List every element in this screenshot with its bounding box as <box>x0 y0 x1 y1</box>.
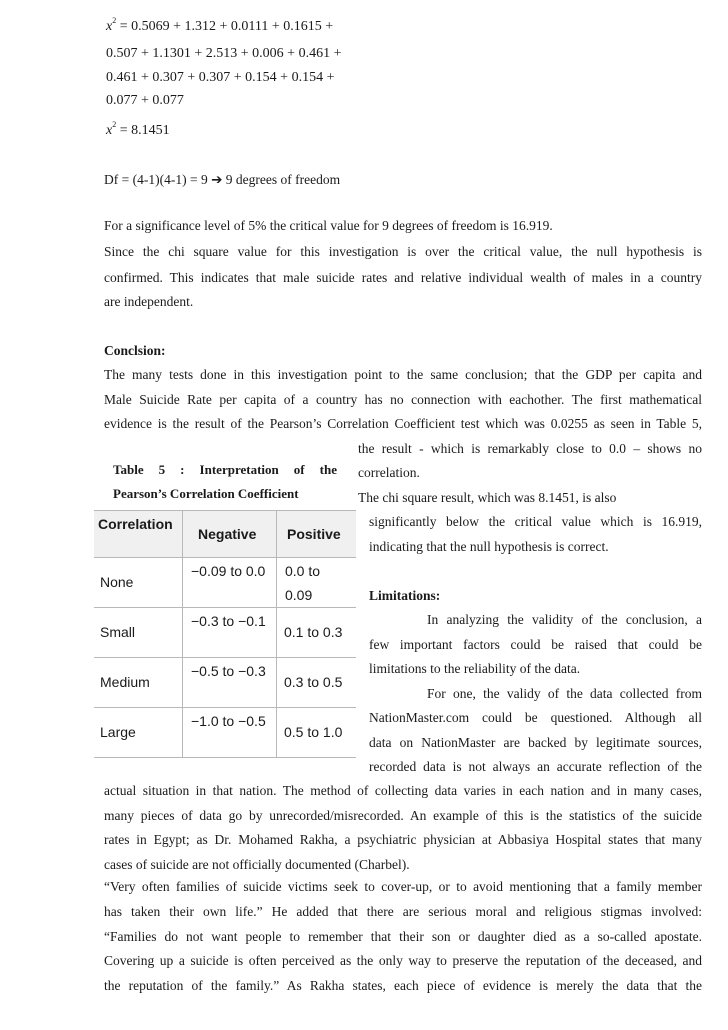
result-variable: x <box>106 123 113 138</box>
chi-square-equation-line-2: 0.507 + 1.1301 + 2.513 + 0.006 + 0.461 + <box>106 46 342 61</box>
body-line-7: “Families do not want people to remember that their son or daughter died as a so-called apostate. <box>104 929 702 944</box>
table-cell-positive: 0.5 to 1.0 <box>284 724 343 740</box>
table-header-positive: Positive <box>276 510 356 557</box>
limitations-line-3: limitations to the reliability of the data. <box>369 661 581 676</box>
result-value: = 8.1451 <box>119 123 170 138</box>
limitations-line-5: NationMaster.com could be questioned. Although all <box>369 710 702 725</box>
table-row-label: Small <box>100 624 136 640</box>
equation-variable: x <box>106 19 113 34</box>
conclusion-line-1: The many tests done in this investigation point to the same conclusion; that the GDP per capita and <box>104 367 702 382</box>
table-cell-negative: −1.0 to −0.5 <box>191 713 266 729</box>
table-cell-positive: 0.3 to 0.5 <box>284 674 343 690</box>
conclusion-line-6: The chi square result, which was 8.1451, is also <box>358 490 617 505</box>
degrees-of-freedom-line: Df = (4-1)(4-1) = 9 ➔ 9 degrees of freedom <box>104 172 341 187</box>
table-divider <box>94 607 356 608</box>
table-caption-line-2: Pearson’s Correlation Coefficient <box>113 486 299 501</box>
significance-line-4: are independent. <box>104 294 194 309</box>
limitations-heading: Limitations: <box>369 588 441 603</box>
conclusion-line-2: Male Suicide Rate per capita of a country has no connection with eachother. The first mathematical <box>104 392 702 407</box>
conclusion-line-4: the result - which is remarkably close to 0.0 – shows no <box>358 441 702 456</box>
body-line-3: rates in Egypt; as Dr. Mohamed Rakha, a psychiatric physician at Abbasiya Hospital states that many <box>104 832 702 847</box>
table-header-correlation: Correlation <box>94 510 182 557</box>
equation-exponent: 2 <box>112 16 117 25</box>
body-line-5: “Very often families of suicide victims seek to cover-up, or to avoid mentioning that a family member <box>104 879 702 894</box>
table-cell-positive: 0.0 to 0.09 <box>285 563 321 603</box>
chi-square-equation-line-1 <box>106 16 333 35</box>
body-line-6: has taken their own life.” He added that there are serious moral and religious stigmas involved: <box>104 904 702 919</box>
conclusion-line-5: correlation. <box>358 465 420 480</box>
conclusion-line-7: significantly below the critical value which is 16.919, <box>369 514 702 529</box>
equation-terms-1: = 0.5069 + 1.312 + 0.0111 + 0.1615 + <box>119 19 334 34</box>
table-cell-negative: −0.3 to −0.1 <box>191 613 266 629</box>
chi-square-equation-line-4: 0.077 + 0.077 <box>106 93 184 108</box>
conclusion-line-8: indicating that the null hypothesis is correct. <box>369 539 609 554</box>
table-row-label: Medium <box>100 674 150 690</box>
body-line-9: the reputation of the family.” As Rakha states, each piece of evidence is merely the data that the <box>104 978 702 993</box>
table-cell-positive: 0.1 to 0.3 <box>284 624 343 640</box>
result-exponent: 2 <box>112 120 117 129</box>
limitations-line-7: recorded data is not always an accurate reflection of the <box>369 759 702 774</box>
table-divider <box>276 510 277 758</box>
limitations-line-2: few important factors could be raised that could be <box>369 637 702 652</box>
body-line-4: cases of suicide are not officially documented (Charbel). <box>104 857 410 872</box>
table-header-negative: Negative <box>182 510 276 557</box>
limitations-line-4: For one, the validy of the data collected from <box>427 686 702 701</box>
chi-square-result <box>106 120 170 139</box>
table-divider <box>94 557 356 558</box>
table-divider <box>182 510 183 758</box>
body-line-1: actual situation in that nation. The method of collecting data varies in each nation and in many cases, <box>104 783 702 798</box>
table-cell-negative: −0.5 to −0.3 <box>191 663 266 679</box>
table-divider <box>94 757 356 758</box>
table-cell-negative: −0.09 to 0.0 <box>191 563 266 579</box>
table-divider <box>94 657 356 658</box>
table-divider <box>94 707 356 708</box>
table-row-label: Large <box>100 724 136 740</box>
limitations-line-6: data on NationMaster are backed by legitimate sources, <box>369 735 702 750</box>
limitations-line-1: In analyzing the validity of the conclusion, a <box>427 612 702 627</box>
body-line-8: Covering up a suicide is often perceived as the only way to preserve the reputation of the deceased, and <box>104 953 702 968</box>
significance-line-3: confirmed. This indicates that male suicide rates and relative individual wealth of males in a country <box>104 270 702 285</box>
table-divider <box>94 510 356 511</box>
significance-line-2: Since the chi square value for this investigation is over the critical value, the null hypothesis is <box>104 244 702 259</box>
table-caption-line-1: Table 5 : Interpretation of the <box>113 462 337 477</box>
conclusion-heading: Conclsion: <box>104 343 166 358</box>
significance-line-1: For a significance level of 5% the critical value for 9 degrees of freedom is 16.919. <box>104 218 553 233</box>
body-line-2: many pieces of data go by unrecorded/misrecorded. An example of this is the statistics of the suicide <box>104 808 702 823</box>
chi-square-equation-line-3: 0.461 + 0.307 + 0.307 + 0.154 + 0.154 + <box>106 70 335 85</box>
table-row-label: None <box>100 574 134 590</box>
conclusion-line-3: evidence is the result of the Pearson’s Correlation Coefficient test which was 0.0255 as seen in Table 5, <box>104 416 702 431</box>
